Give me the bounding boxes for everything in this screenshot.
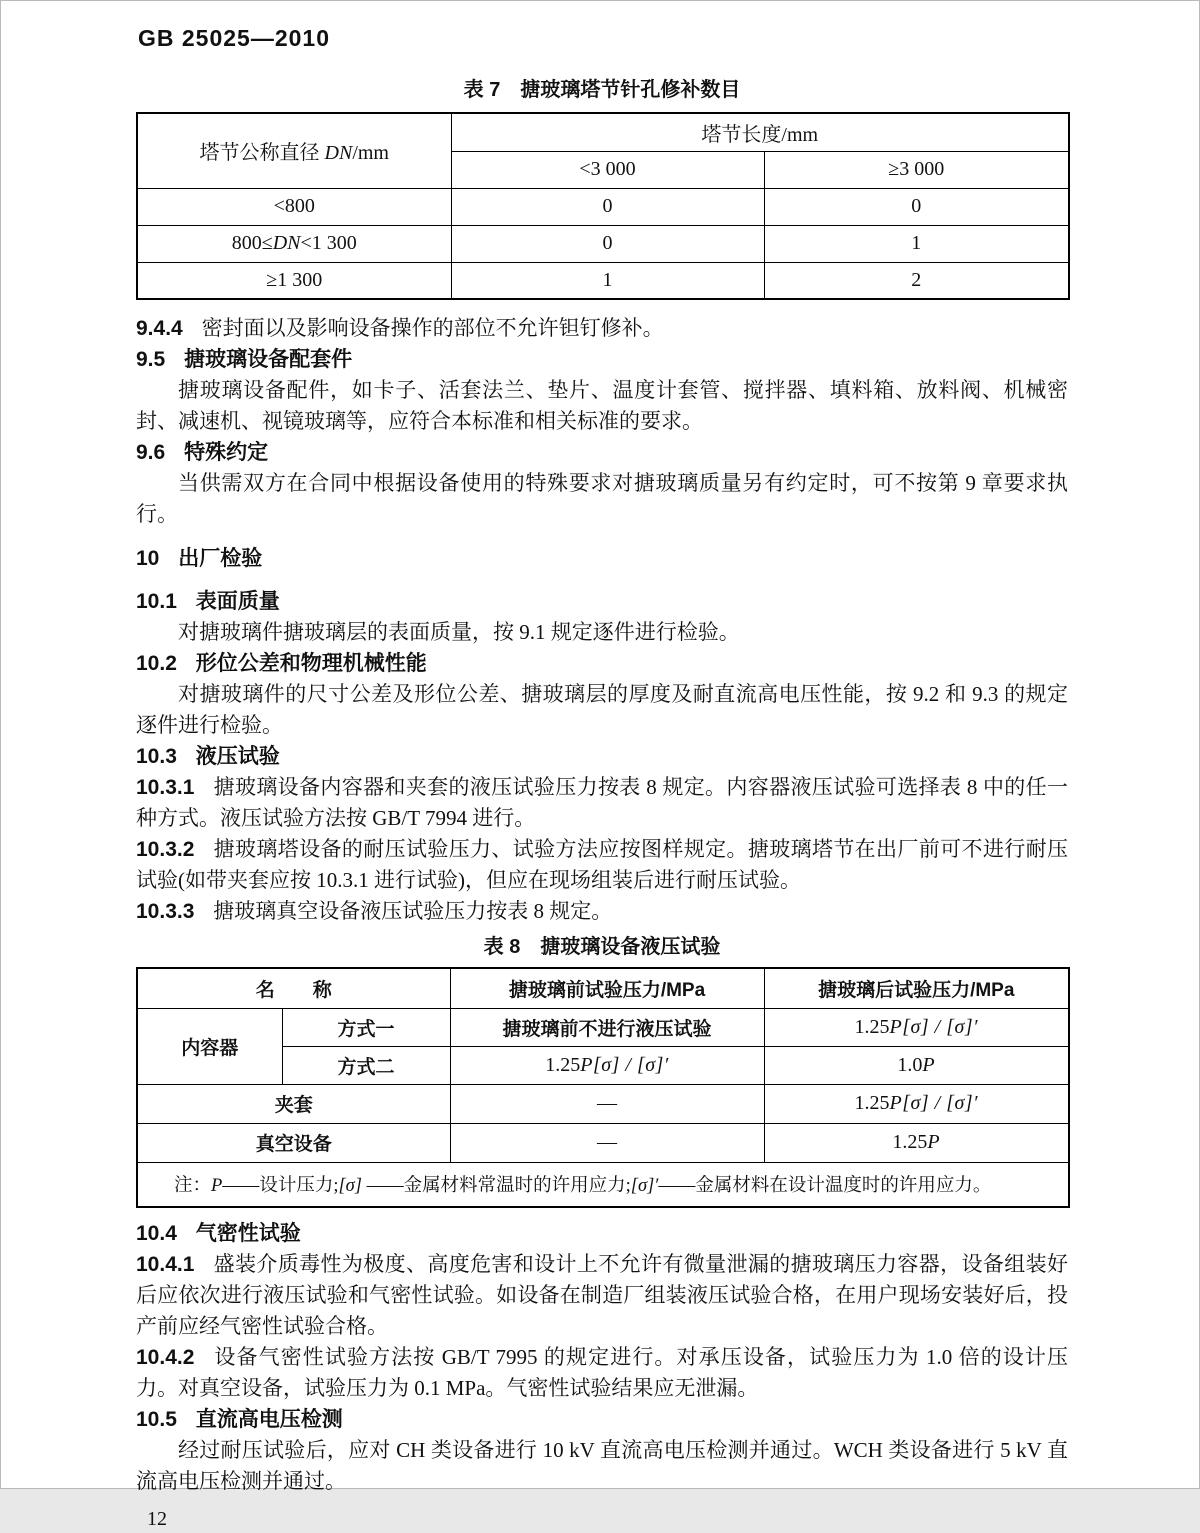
cell-value: 1 (764, 225, 1069, 262)
row-label-mode1: 方式一 (282, 1008, 450, 1046)
cell-mode1-after: 1.25P[σ] / [σ]′ (764, 1008, 1069, 1046)
table-row (137, 225, 1069, 262)
para-10-5: 经过耐压试验后，应对 CH 类设备进行 10 kV 直流高电压检测并通过。WCH 类设备进行 5 kV 直流高电压检测并通过。 (136, 1438, 1068, 1493)
chapter-10: 10 出厂检验 (136, 547, 263, 570)
heading-10-1: 10.1 表面质量 (136, 590, 280, 613)
standard-number: GB 25025—2010 (138, 25, 331, 51)
table-row (137, 188, 1069, 225)
table-7-group-header: 塔节长度/mm (451, 113, 1069, 151)
cell-mode2-after: 1.0P (764, 1046, 1069, 1084)
cell-value: 1 (451, 262, 764, 299)
table-8 (136, 967, 1070, 1208)
cell-value: 0 (451, 188, 764, 225)
cell-value: 0 (764, 188, 1069, 225)
clause-10-3-1: 10.3.1 搪玻璃设备内容器和夹套的液压试验压力按表 8 规定。内容器液压试验可选择表 8 中的任一种方式。液压试验方法按 GB/T 7994 进行。 (136, 775, 1068, 830)
cell-mode2-before: 1.25P[σ] / [σ]′ (450, 1046, 764, 1084)
cell-vacuum-before: — (450, 1123, 764, 1162)
row-label-inner-vessel: 内容器 (137, 1008, 282, 1084)
row-label-jacket: 夹套 (137, 1084, 450, 1123)
table-row (137, 1084, 1069, 1123)
cell-value: 0 (451, 225, 764, 262)
cell-mode1-before: 搪玻璃前不进行液压试验 (450, 1008, 764, 1046)
row-label: ≥1 300 (137, 262, 451, 299)
table-7-caption: 表 7 搪玻璃塔节针孔修补数目 (463, 79, 741, 101)
table-row (137, 1008, 1069, 1046)
table-8-header-before: 搪玻璃前试验压力/MPa (450, 968, 764, 1008)
table-7-subheader-lt3000: <3 000 (451, 151, 764, 188)
heading-10-2: 10.2 形位公差和物理机械性能 (136, 652, 427, 675)
para-10-2: 对搪玻璃件的尺寸公差及形位公差、搪玻璃层的厚度及耐直流高电压性能，按 9.2 和 9.3 的规定逐件进行检验。 (136, 682, 1068, 737)
sections-upper (136, 313, 1068, 927)
heading-10-4: 10.4 气密性试验 (136, 1222, 301, 1245)
heading-10-3: 10.3 液压试验 (136, 745, 280, 768)
table-row (137, 262, 1069, 299)
clause-9-4-4: 9.4.4 密封面以及影响设备操作的部位不允许钽钉修补。 (136, 316, 664, 340)
cell-jacket-before: — (450, 1084, 764, 1123)
table-row (137, 113, 1069, 151)
row-label: 800≤DN<1 300 (137, 225, 451, 262)
table-7 (136, 112, 1070, 300)
heading-10-5: 10.5 直流高电压检测 (136, 1408, 343, 1431)
para-10-1: 对搪玻璃件搪玻璃层的表面质量，按 9.1 规定逐件进行检验。 (178, 620, 740, 644)
clause-10-3-2: 10.3.2 搪玻璃塔设备的耐压试验压力、试验方法应按图样规定。搪玻璃塔节在出厂前可不进行耐压试验(如带夹套应按 10.3.1 进行试验)，但应在现场组装后进行耐压试验。 (136, 837, 1068, 892)
sections-lower (136, 1218, 1068, 1497)
row-label-vacuum: 真空设备 (137, 1123, 450, 1162)
row-label: <800 (137, 188, 451, 225)
page-content (136, 77, 1068, 1533)
para-9-5: 搪玻璃设备配件，如卡子、活套法兰、垫片、温度计套管、搅拌器、填料箱、放料阀、机械密封、减速机、视镜玻璃等，应符合本标准和相关标准的要求。 (136, 378, 1068, 433)
clause-10-3-3: 10.3.3 搪玻璃真空设备液压试验压力按表 8 规定。 (136, 899, 613, 923)
heading-9-6: 9.6 特殊约定 (136, 441, 269, 464)
clause-10-4-1: 10.4.1 盛装介质毒性为极度、高度危害和设计上不允许有微量泄漏的搪玻璃压力容器，设备组装好后应依次进行液压试验和气密性试验。如设备在制造厂组装液压试验合格，在用户现场安装好后，投产前应经气密性试验合格。 (136, 1252, 1068, 1338)
table-row (137, 1162, 1069, 1207)
table-8-caption: 表 8 搪玻璃设备液压试验 (483, 936, 721, 958)
cell-vacuum-after: 1.25P (764, 1123, 1069, 1162)
page-number: 12 (147, 1508, 167, 1530)
para-9-6: 当供需双方在合同中根据设备使用的特殊要求对搪玻璃质量另有约定时，可不按第 9 章要求执行。 (136, 471, 1068, 526)
cell-value: 2 (764, 262, 1069, 299)
cell-jacket-after: 1.25P[σ] / [σ]′ (764, 1084, 1069, 1123)
table-8-header-name: 名 称 (137, 968, 450, 1008)
table-row (137, 968, 1069, 1008)
table-row (137, 1123, 1069, 1162)
clause-10-4-2: 10.4.2 设备气密性试验方法按 GB/T 7995 的规定进行。对承压设备，试验压力为 1.0 倍的设计压力。对真空设备，试验压力为 0.1 MPa。气密性试验结果应无泄漏。 (136, 1345, 1068, 1400)
table-8-header-after: 搪玻璃后试验压力/MPa (764, 968, 1069, 1008)
table-7-col1-header: 塔节公称直径 DN/mm (137, 113, 451, 188)
heading-9-5: 9.5 搪玻璃设备配套件 (136, 348, 353, 371)
table-7-subheader-ge3000: ≥3 000 (764, 151, 1069, 188)
row-label-mode2: 方式二 (282, 1046, 450, 1084)
table-8-note: 注：P——设计压力;[σ] ——金属材料常温时的许用应力;[σ]′——金属材料在设计温度时的许用应力。 (137, 1162, 1069, 1207)
